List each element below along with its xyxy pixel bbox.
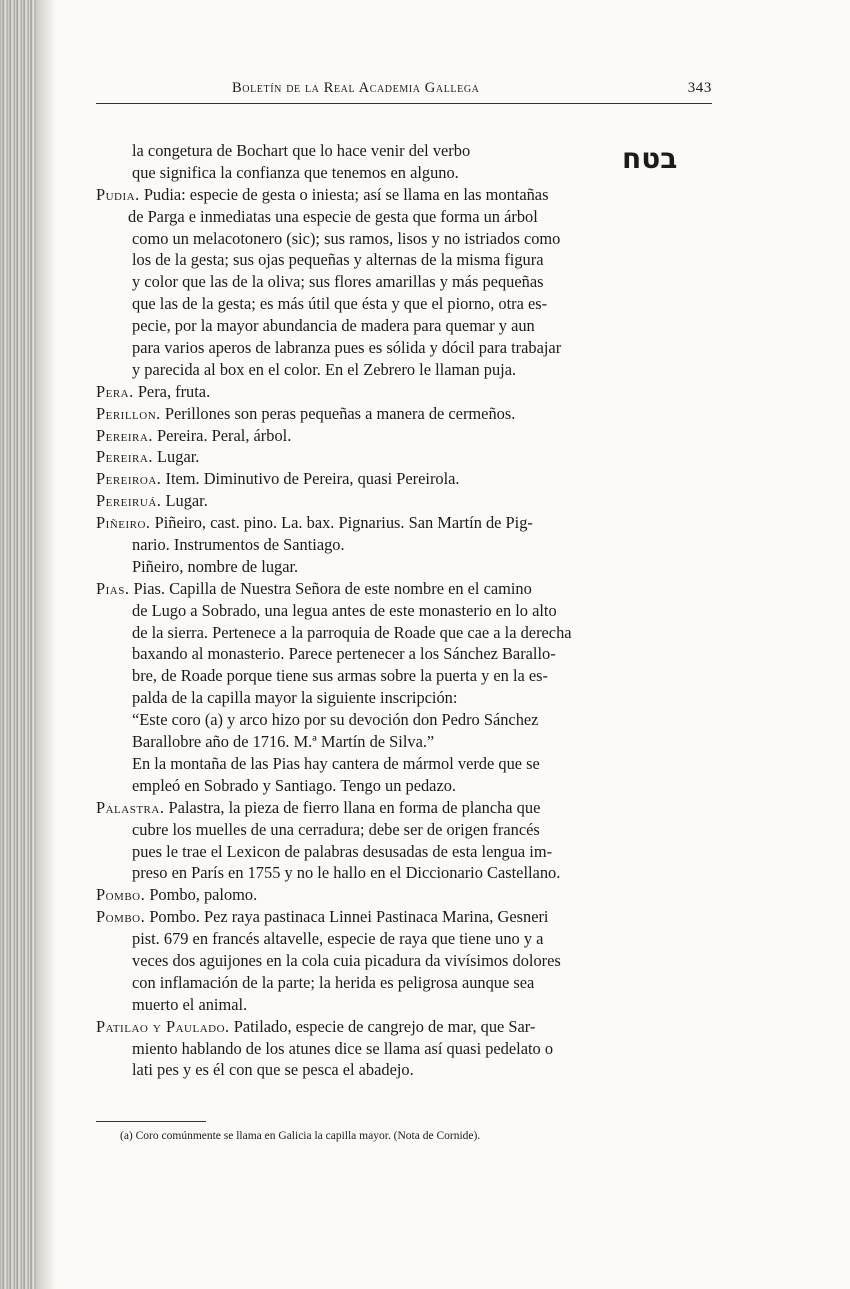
text-line bbox=[96, 1038, 716, 1060]
entry-text: veces dos aguijones en la cola cuia picadura da vivísimos dolores bbox=[132, 950, 561, 970]
running-header bbox=[232, 80, 712, 100]
binding-gutter bbox=[0, 0, 36, 1289]
text-line bbox=[96, 446, 716, 468]
entry-text: Lugar. bbox=[161, 491, 208, 511]
entry-text: de la sierra. Pertenece a la parroquia de Roade que cae a la derecha bbox=[132, 622, 572, 642]
entry-headword: Pereiroa. bbox=[96, 469, 162, 489]
entry-text: Item. Diminutivo de Pereira, quasi Pereirola. bbox=[161, 469, 460, 489]
text-line bbox=[96, 709, 716, 731]
entry-headword: Perillon. bbox=[96, 403, 161, 423]
entry-text: nario. Instrumentos de Santiago. bbox=[132, 535, 345, 555]
entry-text: de Lugo a Sobrado, una legua antes de este monasterio en lo alto bbox=[132, 600, 557, 620]
footnote: (a) Coro comúnmente se llama en Galicia la capilla mayor. (Nota de Cornide). bbox=[120, 1130, 481, 1142]
dictionary-entries bbox=[96, 140, 716, 1081]
entry-text: Pera, fruta. bbox=[133, 381, 211, 401]
text-line bbox=[96, 359, 716, 381]
entry-text: empleó en Sobrado y Santiago. Tengo un pedazo. bbox=[132, 775, 457, 795]
entry-text: “Este coro (a) y arco hizo por su devoción don Pedro Sánchez bbox=[132, 710, 539, 730]
page-number: 343 bbox=[687, 80, 712, 96]
entry-text: de Parga e inmediatas una especie de gesta que forma un árbol bbox=[128, 206, 538, 226]
text-line bbox=[96, 425, 716, 447]
entry-text: Palastra, la pieza de fierro llana en forma de plancha que bbox=[164, 797, 541, 817]
entry-text: En la montaña de las Pias hay cantera de mármol verde que se bbox=[132, 753, 540, 773]
entry-text: y color que las de la oliva; sus flores amarillas y más pequeñas bbox=[132, 272, 544, 292]
text-line bbox=[96, 228, 716, 250]
entry-text: muerto el animal. bbox=[132, 994, 248, 1014]
text-line bbox=[96, 556, 716, 578]
text-line bbox=[96, 468, 716, 490]
entry-text: cubre los muelles de una cerradura; debe ser de origen francés bbox=[132, 819, 540, 839]
entry-text: que significa la confianza que tenemos en alguno. bbox=[132, 162, 459, 182]
entry-headword: Piñeiro. bbox=[96, 513, 151, 533]
entry-text: Pombo, palomo. bbox=[145, 885, 258, 905]
entry-text: Pudia: especie de gesta o iniesta; así se llama en las montañas bbox=[139, 184, 549, 204]
text-line bbox=[96, 687, 716, 709]
entry-text: Perillones son peras pequeñas a manera de cermeños. bbox=[160, 403, 516, 423]
text-line bbox=[96, 271, 716, 293]
text-line bbox=[96, 950, 716, 972]
text-line bbox=[96, 841, 716, 863]
text-line bbox=[96, 534, 716, 556]
entry-text: miento hablando de los atunes dice se llama así quasi pedelato o bbox=[132, 1038, 554, 1058]
text-line bbox=[96, 206, 716, 228]
text-line bbox=[96, 928, 716, 950]
entry-text: Pereira. Peral, árbol. bbox=[152, 425, 292, 445]
entry-text: palda de la capilla mayor la siguiente inscripción: bbox=[132, 688, 458, 708]
text-line bbox=[96, 293, 716, 315]
entry-headword: Pombo. bbox=[96, 907, 146, 927]
entry-text: que las de la gesta; es más útil que ésta y que el piorno, otra es- bbox=[132, 294, 548, 314]
journal-title: Boletín de la Real Academia Gallega bbox=[232, 80, 480, 96]
entry-text: lati pes y es él con que se pesca el abadejo. bbox=[132, 1060, 414, 1080]
entry-headword: Pereira. bbox=[96, 447, 153, 467]
entry-text: con inflamación de la parte; la herida es peligrosa aunque sea bbox=[132, 972, 535, 992]
entry-text: y parecida al box en el color. En el Zebrero le llaman puja. bbox=[132, 359, 517, 379]
text-line bbox=[96, 643, 716, 665]
entry-text: pist. 679 en francés altavelle, especie de raya que tiene uno y a bbox=[132, 929, 544, 949]
text-line bbox=[96, 753, 716, 775]
text-line bbox=[96, 731, 716, 753]
text-line bbox=[96, 381, 716, 403]
entry-headword: Pudia. bbox=[96, 184, 140, 204]
entry-text: Pombo. Pez raya pastinaca Linnei Pastinaca Marina, Gesneri bbox=[145, 907, 549, 927]
entry-headword: Pera. bbox=[96, 381, 134, 401]
entry-text: bre, de Roade porque tiene sus armas sobre la puerta y en la es- bbox=[132, 666, 548, 686]
entry-text: Piñeiro, nombre de lugar. bbox=[132, 556, 299, 576]
text-line bbox=[96, 578, 716, 600]
text-line bbox=[96, 862, 716, 884]
entry-headword: Patilao y Paulado. bbox=[96, 1016, 230, 1036]
text-line bbox=[96, 994, 716, 1016]
entry-headword: Pombo. bbox=[96, 885, 146, 905]
entry-text: Pias. Capilla de Nuestra Señora de este nombre en el camino bbox=[129, 578, 532, 598]
entry-headword: Pias. bbox=[96, 578, 130, 598]
text-line bbox=[96, 1059, 716, 1081]
header-rule bbox=[96, 103, 712, 104]
entry-text: Lugar. bbox=[152, 447, 200, 467]
entry-headword: Pereira. bbox=[96, 425, 153, 445]
text-line bbox=[96, 622, 716, 644]
text-line bbox=[96, 140, 716, 162]
text-line bbox=[96, 906, 716, 928]
text-line bbox=[96, 819, 716, 841]
text-line bbox=[96, 162, 716, 184]
text-line bbox=[96, 665, 716, 687]
entry-text: pecie, por la mayor abundancia de madera para quemar y aun bbox=[132, 316, 535, 336]
entry-text: Barallobre año de 1716. M.ª Martín de Silva.” bbox=[132, 732, 435, 752]
entry-text: baxando al monasterio. Parece pertenecer a los Sánchez Barallo- bbox=[132, 644, 556, 664]
text-line bbox=[96, 797, 716, 819]
entry-text: Patilado, especie de cangrejo de mar, que Sar- bbox=[229, 1016, 536, 1036]
hebrew-word: בטח bbox=[622, 142, 678, 175]
entry-headword: Palastra. bbox=[96, 797, 165, 817]
text-line bbox=[96, 884, 716, 906]
entry-text: preso en París en 1755 y no le hallo en el Diccionario Castellano. bbox=[132, 863, 561, 883]
text-line bbox=[96, 184, 716, 206]
entry-text: la congetura de Bochart que lo hace venir del verbo bbox=[132, 141, 471, 160]
text-line bbox=[96, 337, 716, 359]
text-line bbox=[96, 315, 716, 337]
footnote-rule bbox=[96, 1121, 206, 1122]
entry-text: para varios aperos de labranza pues es sólida y dócil para trabajar bbox=[132, 338, 562, 358]
text-line bbox=[96, 512, 716, 534]
text-line bbox=[96, 972, 716, 994]
text-line bbox=[96, 490, 716, 512]
entry-headword: Pereiruá. bbox=[96, 491, 162, 511]
entry-text: los de la gesta; sus ojas pequeñas y alternas de la misma figura bbox=[132, 250, 544, 270]
binding-shadow bbox=[36, 0, 56, 1289]
entry-text: como un melacotonero (sic); sus ramos, lisos y no istriados como bbox=[132, 228, 561, 248]
text-line bbox=[96, 775, 716, 797]
entry-text: pues le trae el Lexicon de palabras desusadas de esta lengua im- bbox=[132, 841, 553, 861]
text-line bbox=[96, 403, 716, 425]
entry-text: Piñeiro, cast. pino. La. bax. Pignarius. San Martín de Pig- bbox=[150, 513, 533, 533]
text-line bbox=[96, 600, 716, 622]
text-line bbox=[96, 249, 716, 271]
text-line bbox=[96, 1016, 716, 1038]
